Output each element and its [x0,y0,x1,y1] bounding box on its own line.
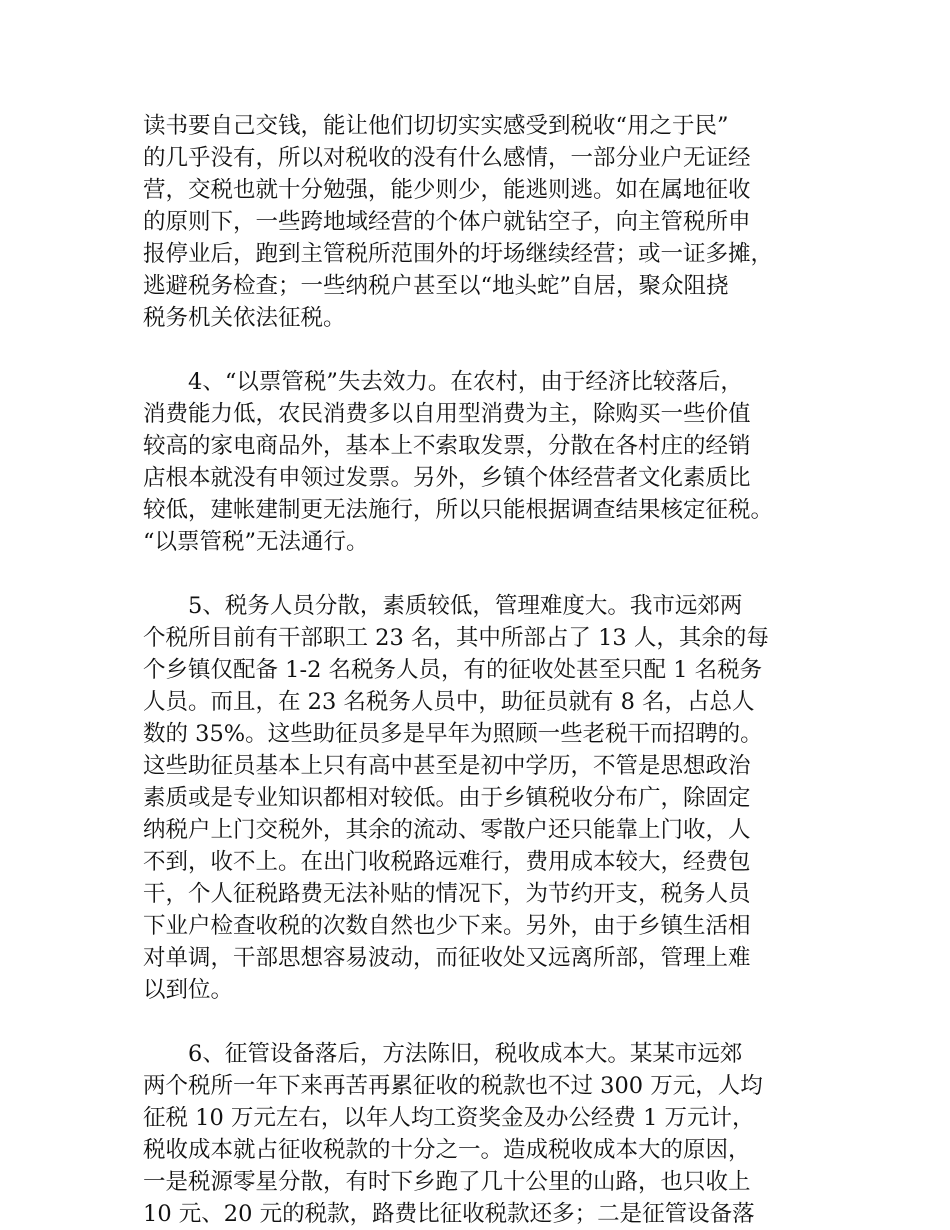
text-line: 对单调，干部思想容易波动，而征收处又远离所部，管理上难 [143,945,751,971]
text-line: 10 元、20 元的税款，路费比征收税款还多；二是征管设备落 [143,1201,755,1227]
text-line: 不到，收不上。在出门收税路远难行，费用成本较大，经费包 [143,849,751,875]
text-line: 较高的家电商品外，基本上不索取发票，分散在各村庄的经销 [143,433,751,459]
text-line: 税务机关依法征税。 [143,305,346,331]
text-line: 的原则下，一些跨地域经营的个体户就钻空子，向主管税所申 [143,209,751,235]
text-line: 人员。而且，在 23 名税务人员中，助征员就有 8 名，占总人 [143,689,755,715]
text-line: 6、征管设备落后，方法陈旧，税收成本大。某某市远郊 [188,1041,743,1067]
document-body [143,110,833,1230]
text-line: 5、税务人员分散，素质较低，管理难度大。我市远郊两 [188,593,743,619]
paragraph-gap [143,1006,833,1038]
text-line: 干，个人征税路费无法补贴的情况下，为节约开支，税务人员 [143,881,751,907]
text-line: 数的 35%。这些助征员多是早年为照顾一些老税干而招聘的。 [143,721,763,747]
text-line: 读书要自己交钱，能让他们切切实实感受到税收“用之于民” [143,113,729,139]
text-line: 4、“以票管税”失去效力。在农村，由于经济比较落后， [188,369,743,395]
text-line: “以票管税”无法通行。 [143,529,369,555]
text-line: 以到位。 [143,977,234,1003]
text-line: 征税 10 万元左右，以年人均工资奖金及办公经费 1 万元计， [143,1105,755,1131]
text-line: 这些助征员基本上只有高中甚至是初中学历，不管是思想政治 [143,753,751,779]
paragraph-gap [143,558,833,590]
text-line: 营，交税也就十分勉强，能少则少，能逃则逃。如在属地征收 [143,177,751,203]
paragraph-gap [143,334,833,366]
text-line: 逃避税务检查；一些纳税户甚至以“地头蛇”自居，聚众阻挠 [143,273,729,299]
text-line: 一是税源零星分散，有时下乡跑了几十公里的山路，也只收上 [143,1169,751,1195]
text-line: 报停业后，跑到主管税所范围外的圩场继续经营；或一证多摊， [143,241,774,267]
paragraph-3 [143,590,833,1006]
text-line: 税收成本就占征收税款的十分之一。造成税收成本大的原因， [143,1137,751,1163]
text-line: 纳税户上门交税外，其余的流动、零散户还只能靠上门收，人 [143,817,751,843]
paragraph-4 [143,1038,833,1230]
text-line: 个税所目前有干部职工 23 名，其中所部占了 13 人，其余的每 [143,625,769,651]
paragraph-1 [143,110,833,334]
text-line: 素质或是专业知识都相对较低。由于乡镇税收分布广，除固定 [143,785,751,811]
text-line: 两个税所一年下来再苦再累征收的税款也不过 300 万元，人均 [143,1073,763,1099]
text-line: 店根本就没有申领过发票。另外，乡镇个体经营者文化素质比 [143,465,751,491]
text-line: 的几乎没有，所以对税收的没有什么感情，一部分业户无证经 [143,145,751,171]
text-line: 个乡镇仅配备 1-2 名税务人员，有的征收处甚至只配 1 名税务 [143,657,763,683]
text-line: 下业户检查收税的次数自然也少下来。另外，由于乡镇生活相 [143,913,751,939]
text-line: 消费能力低，农民消费多以自用型消费为主，除购买一些价值 [143,401,751,427]
text-line: 较低，建帐建制更无法施行，所以只能根据调查结果核定征税。 [143,497,774,523]
paragraph-2 [143,366,833,558]
